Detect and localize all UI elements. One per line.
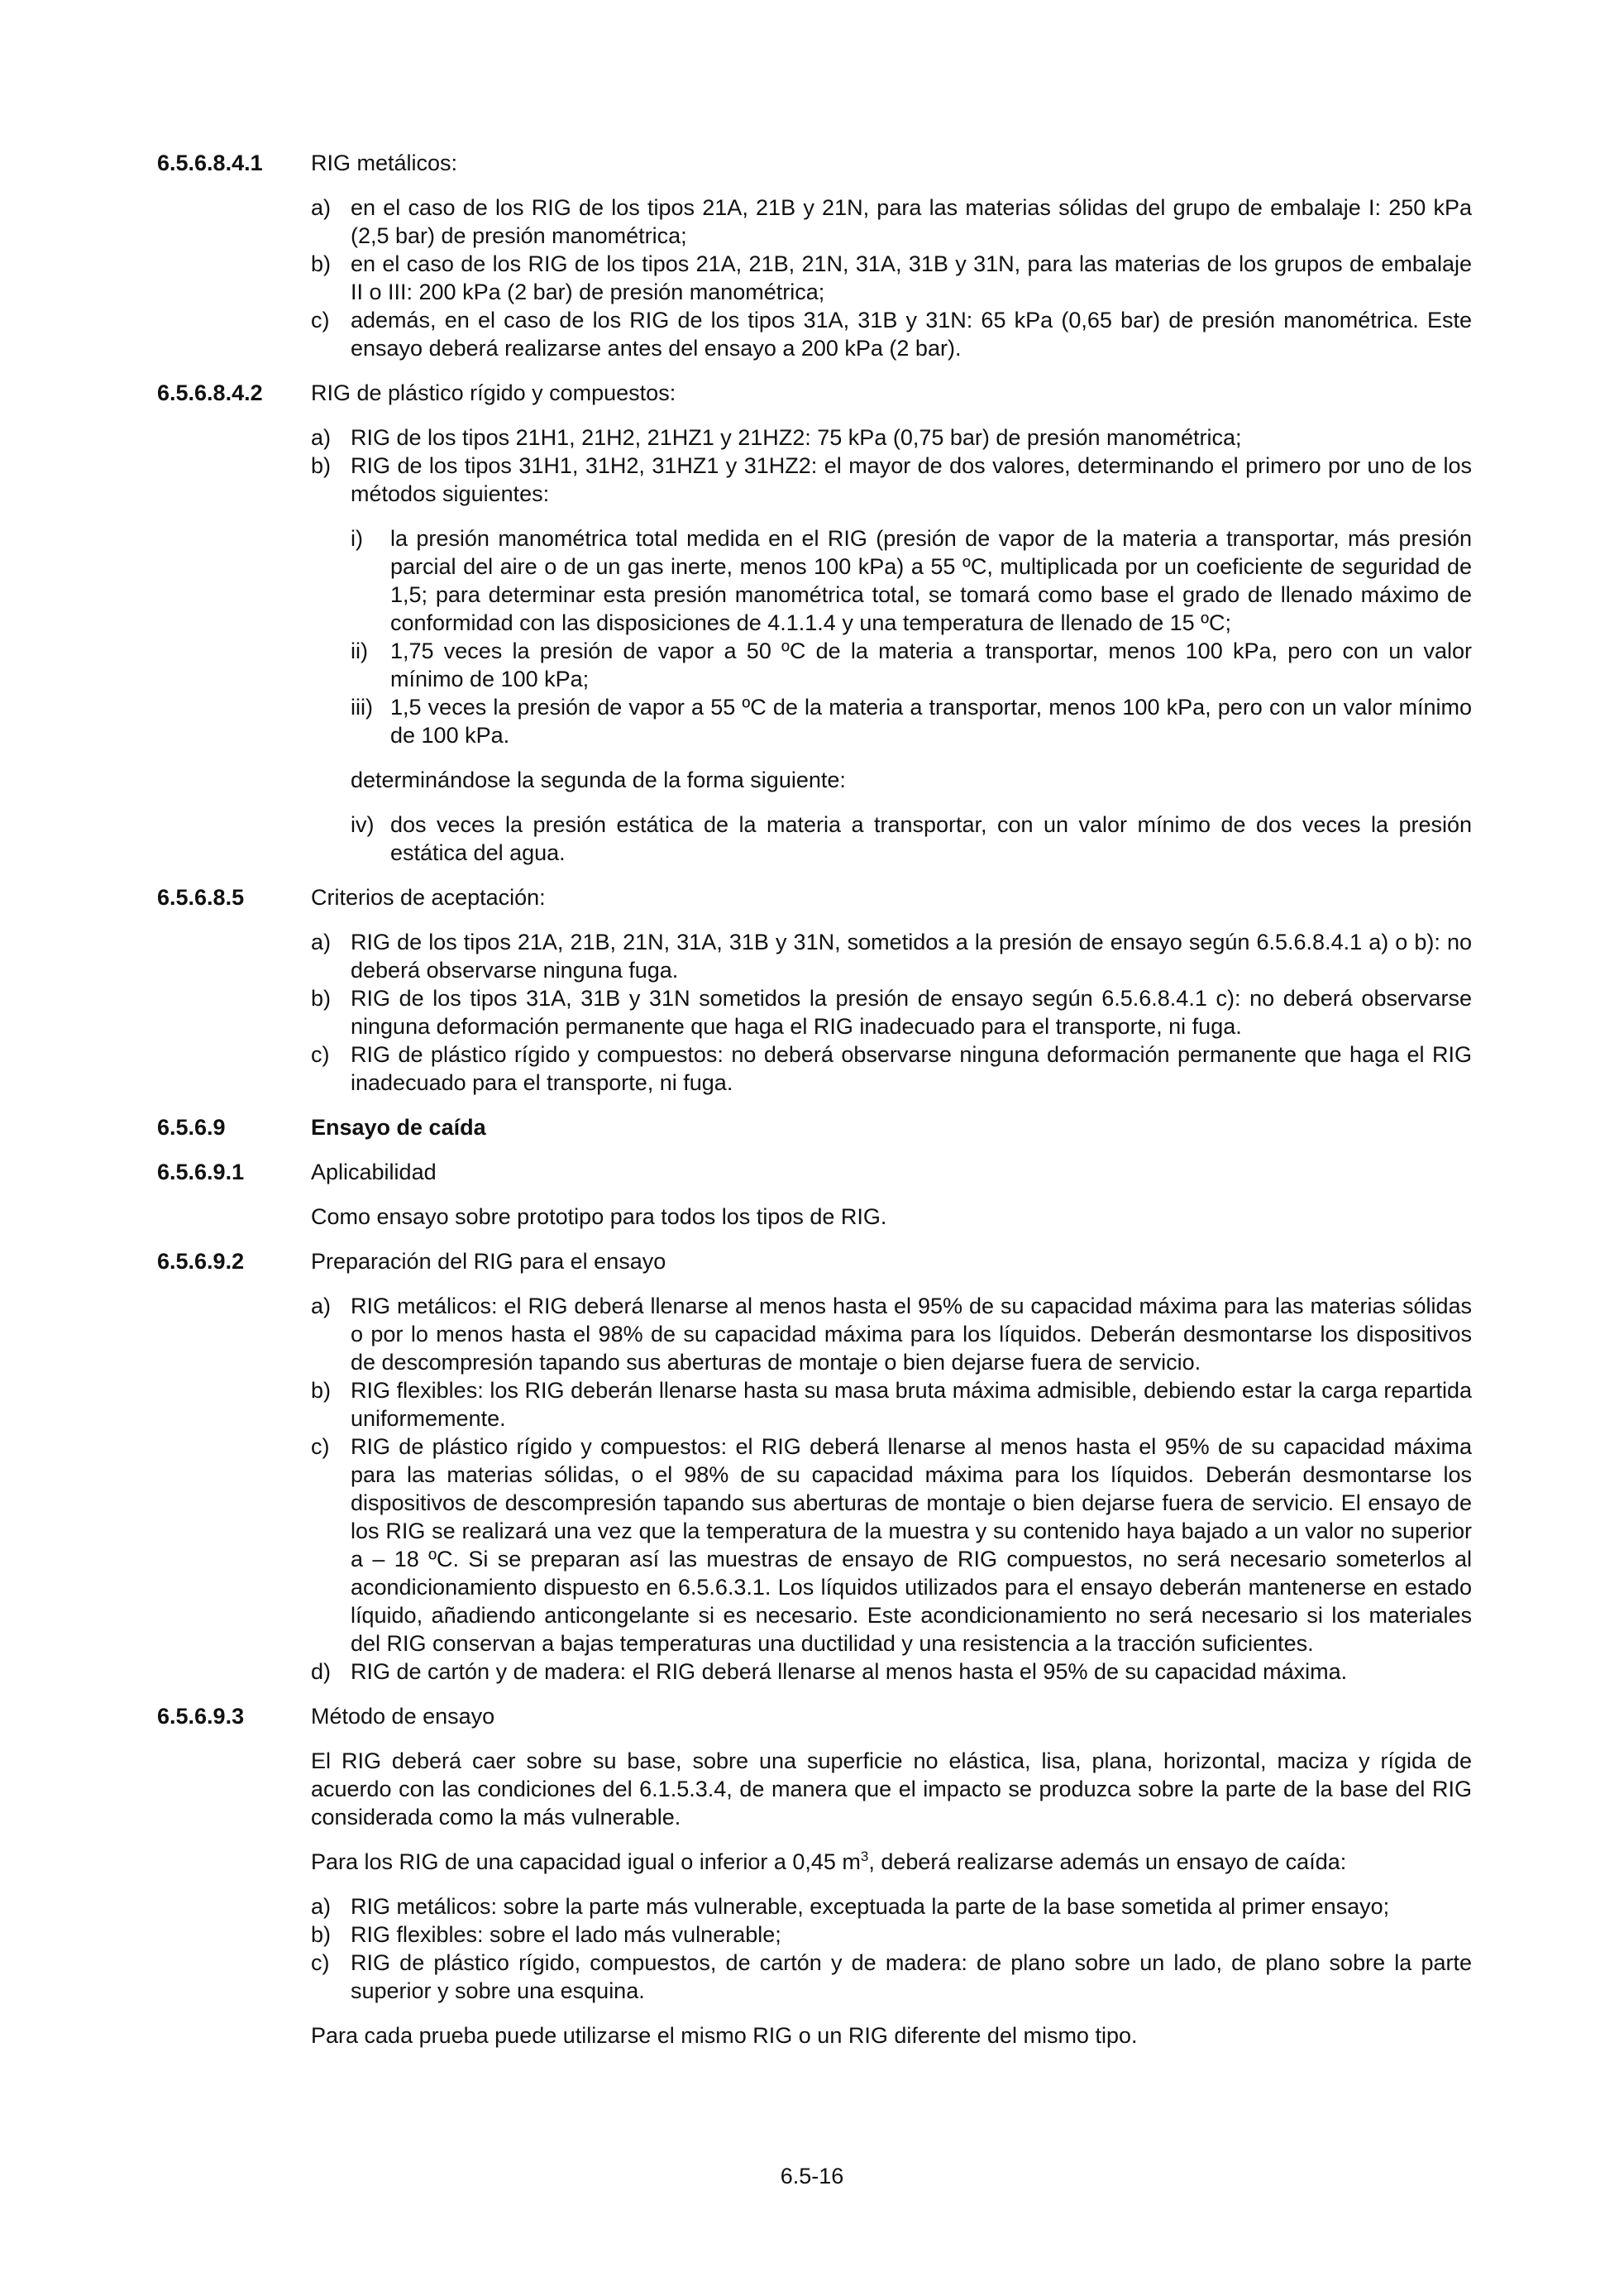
paragraph [311, 1848, 1472, 1876]
list-text: RIG flexibles: los RIG deberán llenarse hasta su masa bruta máxima admisible, debiendo estar la carga repartida uniformemente. [351, 1378, 1472, 1431]
list-text: RIG metálicos: sobre la parte más vulnerable, exceptuada la parte de la base sometida al primer ensayo; [351, 1894, 1390, 1919]
list-item [311, 423, 1472, 452]
list-marker: a) [311, 195, 332, 220]
paragraph-text: Para los RIG de una capacidad igual o inferior a 0,45 m [311, 1849, 861, 1874]
list-item [311, 1657, 1472, 1686]
list [311, 194, 1472, 362]
section-title: RIG de plástico rígido y compuestos: [311, 380, 676, 405]
list [311, 423, 1472, 508]
list-item [351, 811, 1472, 867]
list-marker: d) [311, 1659, 332, 1684]
list [311, 1892, 1472, 2005]
section-heading [157, 149, 1472, 177]
list-text: dos veces la presión estática de la materia a transportar, con un valor mínimo de dos veces la presión estática del agua. [390, 812, 1472, 865]
section-number: 6.5.6.8.4.1 [157, 151, 263, 175]
section-heading [157, 1158, 1472, 1186]
list-marker: c) [311, 1950, 330, 1975]
list-item [311, 1433, 1472, 1657]
section-number: 6.5.6.9.1 [157, 1160, 245, 1184]
list-item [311, 1921, 1472, 1949]
list-item [311, 1292, 1472, 1376]
list-text: 1,75 veces la presión de vapor a 50 ºC de la materia a transportar, menos 100 kPa, pero con un valor mínimo de 100 kPa; [390, 639, 1472, 691]
list [311, 928, 1472, 1097]
list-marker: b) [311, 251, 332, 276]
section-heading [157, 883, 1472, 911]
list-marker: b) [311, 1378, 332, 1403]
list-text: en el caso de los RIG de los tipos 21A, 21B y 21N, para las materias sólidas del grupo de embalaje I: 250 kPa (2,5 bar) de presión manométrica; [351, 195, 1472, 248]
list-item [311, 984, 1472, 1040]
list-text: RIG de los tipos 31H1, 31H2, 31HZ1 y 31HZ2: el mayor de dos valores, determinando el primero por uno de los métodos siguientes: [351, 453, 1472, 506]
paragraph-text: , deberá realizarse además un ensayo de caída: [868, 1849, 1347, 1874]
list [311, 1292, 1472, 1686]
section-number: 6.5.6.9.3 [157, 1704, 245, 1729]
list-item [351, 637, 1472, 693]
list-text: RIG de plástico rígido y compuestos: no deberá observarse ninguna deformación permanente que haga el RIG inadecuado para el transporte, ni fuga. [351, 1042, 1472, 1095]
paragraph: El RIG deberá caer sobre su base, sobre una superficie no elástica, lisa, plana, horizontal, maciza y rígida de acuerdo con las condiciones del 6.1.5.3.4, de manera que el impacto se produzca sobre la parte de la base del RIG considerada como la más vulnerable. [311, 1748, 1472, 1830]
list-text: en el caso de los RIG de los tipos 21A, 21B, 21N, 31A, 31B y 31N, para las materias de los grupos de embalaje II o III: 200 kPa (2 bar) de presión manométrica; [351, 251, 1472, 304]
list-text: RIG de los tipos 21A, 21B, 21N, 31A, 31B y 31N, sometidos a la presión de ensayo según 6.5.6.8.4.1 a) o b): no deberá observarse ninguna fuga. [351, 930, 1472, 983]
list-item [311, 1949, 1472, 2005]
list-marker: a) [311, 930, 332, 954]
sub-list [351, 811, 1472, 867]
section-number: 6.5.6.9.2 [157, 1249, 245, 1274]
page-number: 6.5-16 [780, 2164, 844, 2188]
section-title: Preparación del RIG para el ensayo [311, 1249, 666, 1274]
list-text: RIG de cartón y de madera: el RIG deberá llenarse al menos hasta el 95% de su capacidad máxima. [351, 1659, 1348, 1684]
section-heading [157, 1113, 1472, 1141]
list-item [311, 1892, 1472, 1921]
list-item [311, 306, 1472, 362]
list-text: RIG de plástico rígido, compuestos, de cartón y de madera: de plano sobre un lado, de plano sobre la parte superior y sobre una esquina. [351, 1950, 1472, 2003]
section-title: Aplicabilidad [311, 1160, 437, 1184]
list-text: RIG de plástico rígido y compuestos: el RIG deberá llenarse al menos hasta el 95% de su capacidad máxima para las materias sólidas, o el 98% de su capacidad máxima para los líquidos. Deberán desmontarse los dispositivos de descompresión tapando sus aberturas de montaje o bien dejarse fuera de servicio. El ensayo de los RIG se realizará una vez que la temperatura de la muestra y su contenido haya bajado a un valor no superior a – 18 ºC. Si se preparan así las muestras de ensayo de RIG compuestos, no será necesario someterlos al acondicionamiento dispuesto en 6.5.6.3.1. Los líquidos utilizados para el ensayo deberán mantenerse en estado líquido, añadiendo anticongelante si es necesario. Este acondicionamiento no será necesario si los materiales del RIG conservan a bajas temperaturas una ductilidad y una resistencia a la tracción suficientes. [351, 1434, 1472, 1656]
list-marker: c) [311, 308, 330, 332]
section-title: Ensayo de caída [311, 1115, 486, 1140]
list-item [311, 1040, 1472, 1097]
list-item [311, 928, 1472, 984]
section-heading [157, 379, 1472, 407]
section-heading [157, 1247, 1472, 1275]
list-marker: i) [351, 526, 363, 551]
list-item [311, 1376, 1472, 1433]
list-marker: ii) [351, 639, 368, 663]
list-text: RIG metálicos: el RIG deberá llenarse al menos hasta el 95% de su capacidad máxima para las materias sólidas o por lo menos hasta el 98% de su capacidad máxima para los líquidos. Deberán desmontarse los dispositivos de descompresión tapando sus aberturas de montaje o bien dejarse fuera de servicio. [351, 1294, 1472, 1375]
section-number: 6.5.6.8.5 [157, 885, 245, 910]
list-text: RIG de los tipos 31A, 31B y 31N sometidos la presión de ensayo según 6.5.6.8.4.1 c): no deberá observarse ninguna deformación permanente que haga el RIG inadecuado para el transporte, ni fuga. [351, 986, 1472, 1039]
section-title: Criterios de aceptación: [311, 885, 546, 910]
list-marker: c) [311, 1434, 330, 1459]
list-text: la presión manométrica total medida en el RIG (presión de vapor de la materia a transportar, más presión parcial del aire o de un gas inerte, menos 100 kPa) a 55 ºC, multiplicada por un coeficiente de seguridad de 1,5; para determinar esta presión manométrica total, se tomará como base el grado de llenado máximo de conformidad con las disposiciones de 4.1.1.4 y una temperatura de llenado de 15 ºC; [390, 526, 1472, 635]
list-text: RIG flexibles: sobre el lado más vulnerable; [351, 1922, 781, 1947]
list-text: 1,5 veces la presión de vapor a 55 ºC de la materia a transportar, menos 100 kPa, pero con un valor mínimo de 100 kPa. [390, 695, 1472, 748]
section-number: 6.5.6.8.4.2 [157, 380, 263, 405]
section-number: 6.5.6.9 [157, 1115, 226, 1140]
paragraph: Para cada prueba puede utilizarse el mismo RIG o un RIG diferente del mismo tipo. [311, 2023, 1138, 2048]
list-item [351, 693, 1472, 749]
list-marker: iv) [351, 812, 375, 837]
list-marker: a) [311, 1294, 332, 1318]
sub-list [351, 524, 1472, 749]
document-page [157, 149, 1472, 2066]
list-text: RIG de los tipos 21H1, 21H2, 21HZ1 y 21HZ2: 75 kPa (0,75 bar) de presión manométrica; [351, 425, 1242, 450]
list-item [311, 194, 1472, 250]
section-title: RIG metálicos: [311, 151, 458, 175]
list-marker: a) [311, 425, 332, 450]
paragraph: Como ensayo sobre prototipo para todos los tipos de RIG. [311, 1204, 887, 1229]
superscript: 3 [860, 1849, 869, 1864]
list-marker: b) [311, 453, 332, 478]
list-item [311, 452, 1472, 508]
list-marker: b) [311, 1922, 332, 1947]
list-item [311, 250, 1472, 306]
list-item [351, 524, 1472, 637]
list-text: además, en el caso de los RIG de los tipos 31A, 31B y 31N: 65 kPa (0,65 bar) de presión manométrica. Este ensayo deberá realizarse antes del ensayo a 200 kPa (2 bar). [351, 308, 1472, 361]
list-marker: b) [311, 986, 332, 1011]
list-marker: iii) [351, 695, 373, 720]
list-marker: a) [311, 1894, 332, 1919]
section-heading [157, 1702, 1472, 1730]
section-title: Método de ensayo [311, 1704, 495, 1729]
paragraph: determinándose la segunda de la forma siguiente: [351, 768, 846, 792]
list-marker: c) [311, 1042, 330, 1067]
